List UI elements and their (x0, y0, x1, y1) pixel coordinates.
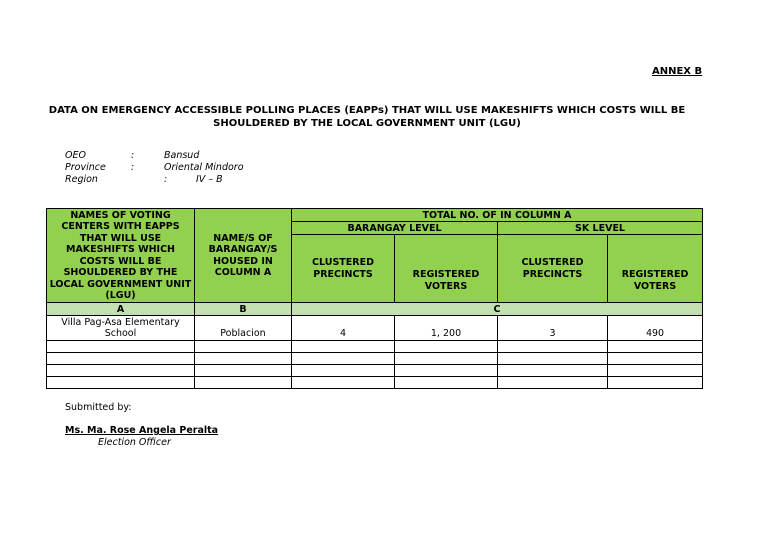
sk-voters-cell (608, 341, 703, 353)
info-value-province: Oriental Mindoro (164, 162, 244, 173)
eapp-table (46, 208, 703, 389)
info-value-region: IV – B (196, 174, 223, 185)
brgy-voters-cell (395, 353, 498, 365)
info-label-province: Province (65, 162, 106, 173)
title-line-1: DATA ON EMERGENCY ACCESSIBLE POLLING PLACES (EAPPs) THAT WILL USE MAKESHIFTS WHICH COSTS WILL BE (48, 105, 686, 116)
document-title (40, 104, 694, 130)
voting-center-cell (47, 353, 195, 365)
signer-role: Election Officer (98, 437, 171, 448)
table-row (47, 353, 703, 365)
info-sep: : (164, 174, 168, 185)
brgy-precincts-cell (292, 365, 395, 377)
table-row (47, 365, 703, 377)
sk-voters-cell (608, 353, 703, 365)
barangay-cell (195, 353, 292, 365)
info-label-oeo: OEO (65, 150, 86, 161)
barangay-level-header: BARANGAY LEVEL (292, 222, 498, 235)
sk-precincts-cell (498, 341, 608, 353)
brgy-voters-cell (395, 377, 498, 389)
brgy-precincts-cell (292, 353, 395, 365)
barangay-cell (195, 365, 292, 377)
barangay-cell (195, 377, 292, 389)
sk-voters-cell (608, 377, 703, 389)
brgy-voters-cell (395, 365, 498, 377)
barangay-cell: Poblacion (195, 316, 292, 341)
sk-clustered-precincts-header: CLUSTERED PRECINCTS (498, 235, 608, 303)
info-value-oeo: Bansud (164, 150, 200, 161)
sk-registered-voters-header: REGISTERED VOTERS (608, 235, 703, 303)
sk-precincts-cell (498, 365, 608, 377)
title-line-2: SHOULDERED BY THE LOCAL GOVERNMENT UNIT (LGU) (213, 118, 521, 129)
brgy-precincts-cell (292, 377, 395, 389)
sk-voters-cell (608, 365, 703, 377)
brgy-voters-cell: 1, 200 (395, 316, 498, 341)
signer-name: Ms. Ma. Rose Angela Peralta (65, 425, 219, 436)
brgy-voters-cell (395, 341, 498, 353)
barangay-clustered-precincts-header: CLUSTERED PRECINCTS (292, 235, 395, 303)
letter-c: C (292, 303, 703, 316)
table-row (47, 377, 703, 389)
voting-center-cell (47, 377, 195, 389)
submitted-by-label: Submitted by: (65, 402, 132, 413)
letter-b: B (195, 303, 292, 316)
info-sep: : (131, 150, 135, 161)
annex-label: ANNEX B (652, 66, 703, 77)
sk-precincts-cell: 3 (498, 316, 608, 341)
brgy-precincts-cell: 4 (292, 316, 395, 341)
barangay-cell (195, 341, 292, 353)
column-b-header: NAME/S OF BARANGAY/S HOUSED IN COLUMN A (195, 209, 292, 303)
sk-precincts-cell (498, 353, 608, 365)
voting-center-cell: Villa Pag-Asa Elementary School (47, 316, 195, 341)
column-a-header: NAMES OF VOTING CENTERS WITH EAPPS THAT WILL USE MAKESHIFTS WHICH COSTS WILL BE SHOULDERED BY THE LOCAL GOVERNMENT UNIT (LGU) (47, 209, 195, 303)
voting-center-cell (47, 341, 195, 353)
info-label-region: Region (65, 174, 98, 185)
sk-precincts-cell (498, 377, 608, 389)
brgy-precincts-cell (292, 341, 395, 353)
table-row (47, 341, 703, 353)
sk-level-header: SK LEVEL (498, 222, 703, 235)
sk-voters-cell: 490 (608, 316, 703, 341)
table-row (47, 316, 703, 341)
voting-center-cell (47, 365, 195, 377)
letter-a: A (47, 303, 195, 316)
total-header: TOTAL NO. OF IN COLUMN A (292, 209, 703, 222)
barangay-registered-voters-header: REGISTERED VOTERS (395, 235, 498, 303)
info-sep: : (131, 162, 135, 173)
